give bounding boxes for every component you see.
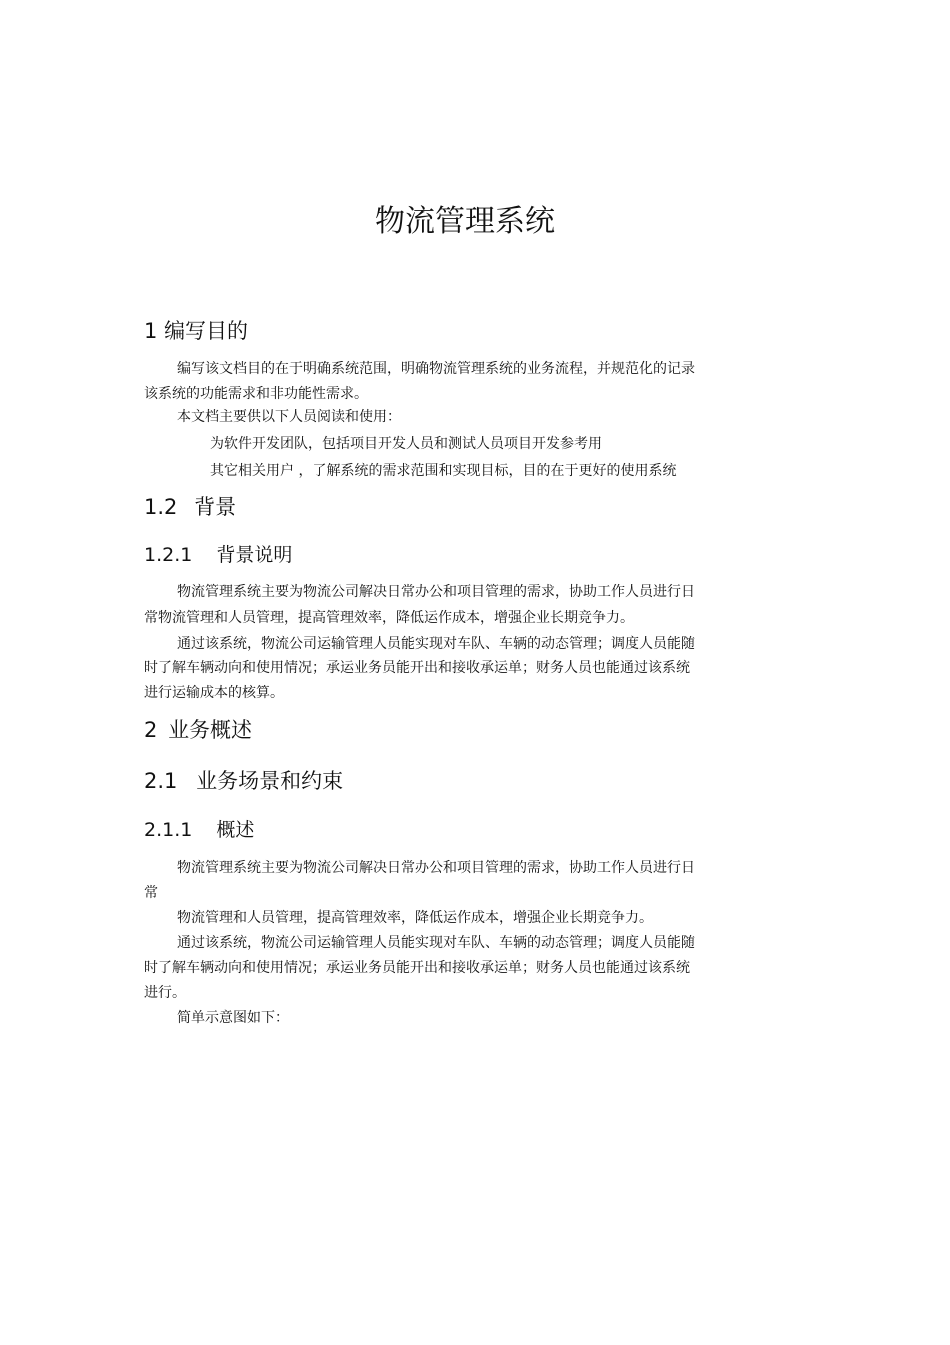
section-2-1-heading [144, 766, 343, 796]
section-1-list-item-2: 其它相关用户 ，了解系统的需求范围和实现目标，目的在于更好的使用系统 [210, 463, 677, 479]
section-2-heading [144, 715, 252, 745]
section-1-title: 编写目的 [164, 319, 249, 343]
section-2-1-1-para-3-line-3: 进行。 [144, 985, 186, 1001]
section-1-number: 1 [144, 319, 158, 343]
section-2-1-1-para-1-line-2: 常 [144, 885, 158, 901]
section-2-1-1-para-2: 物流管理和人员管理，提高管理效率，降低运作成本，增强企业长期竞争力。 [177, 910, 653, 926]
section-2-1-title: 业务场景和约束 [196, 769, 344, 793]
section-1-para-1-line-1: 编写该文档目的在于明确系统范围，明确物流管理系统的业务流程，并规范化的记录 [177, 361, 695, 377]
section-2-1-number: 2.1 [144, 769, 178, 793]
section-1-2-title: 背景 [194, 495, 237, 519]
section-1-para-1-line-2: 该系统的功能需求和非功能性需求。 [144, 386, 368, 402]
section-1-2-number: 1.2 [144, 495, 178, 519]
section-2-number: 2 [144, 718, 158, 742]
section-1-2-1-para-2-line-1: 通过该系统，物流公司运输管理人员能实现对车队、车辆的动态管理；调度人员能随 [177, 636, 695, 652]
section-1-2-1-heading [144, 541, 292, 569]
section-1-2-1-para-1-line-2: 常物流管理和人员管理，提高管理效率，降低运作成本，增强企业长期竞争力。 [144, 610, 634, 626]
section-2-1-1-title: 概述 [216, 819, 255, 841]
section-1-2-1-number: 1.2.1 [144, 544, 193, 566]
section-1-2-1-para-1-line-1: 物流管理系统主要为物流公司解决日常办公和项目管理的需求，协助工作人员进行日 [177, 584, 695, 600]
section-2-1-1-para-3-line-1: 通过该系统，物流公司运输管理人员能实现对车队、车辆的动态管理；调度人员能随 [177, 935, 695, 951]
section-1-heading [144, 316, 248, 346]
section-2-1-1-para-3-line-2: 时了解车辆动向和使用情况；承运业务员能开出和接收承运单；财务人员也能通过该系统 [144, 960, 690, 976]
document-title: 物流管理系统 [375, 204, 555, 239]
section-1-2-heading [144, 492, 236, 522]
section-2-1-1-number: 2.1.1 [144, 819, 193, 841]
section-2-1-1-para-4: 简单示意图如下： [177, 1010, 289, 1026]
section-2-1-1-para-1-line-1: 物流管理系统主要为物流公司解决日常办公和项目管理的需求，协助工作人员进行日 [177, 860, 695, 876]
section-2-title: 业务概述 [168, 718, 253, 742]
section-1-2-1-para-2-line-2: 时了解车辆动向和使用情况；承运业务员能开出和接收承运单；财务人员也能通过该系统 [144, 660, 690, 676]
section-1-2-1-para-2-line-3: 进行运输成本的核算。 [144, 685, 284, 701]
section-1-list-item-1: 为软件开发团队，包括项目开发人员和测试人员项目开发参考用 [210, 436, 602, 452]
section-2-1-1-heading [144, 816, 254, 844]
section-1-para-2: 本文档主要供以下人员阅读和使用： [177, 409, 401, 425]
section-1-2-1-title: 背景说明 [216, 544, 293, 566]
